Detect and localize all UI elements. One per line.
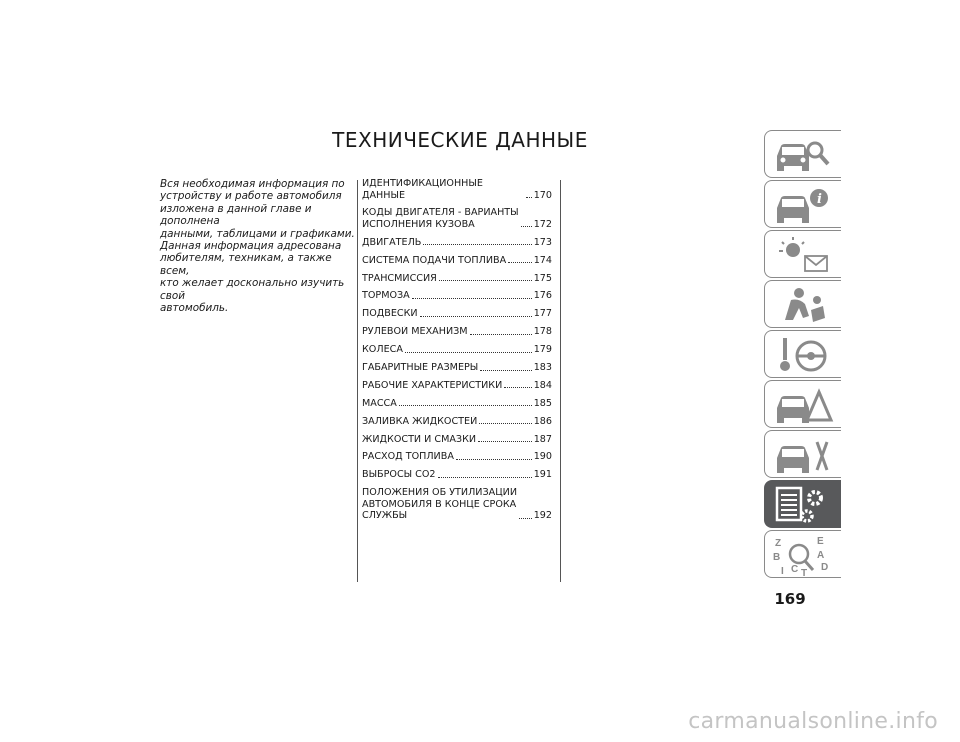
tab-car-info[interactable] bbox=[764, 180, 841, 228]
toc-leader-dots bbox=[412, 298, 532, 299]
toc-entry[interactable] bbox=[362, 344, 552, 356]
tab-technical-data[interactable] bbox=[764, 480, 841, 528]
toc-entry-page: 186 bbox=[533, 415, 552, 427]
toc-entry-label: РАСХОД ТОПЛИВА bbox=[362, 451, 454, 463]
toc-entry[interactable] bbox=[362, 308, 552, 320]
toc-leader-dots bbox=[420, 316, 532, 317]
car-info-icon bbox=[771, 184, 835, 226]
toc-entry-label: ТОРМОЗА bbox=[362, 290, 410, 302]
index-letter: Z bbox=[775, 538, 782, 549]
tab-alphabetical-index[interactable] bbox=[764, 530, 841, 578]
toc-entry-page: 191 bbox=[533, 469, 552, 481]
car-search-icon bbox=[771, 134, 835, 176]
toc-entry-label: ЗАЛИВКА ЖИДКОСТЕЙ bbox=[362, 415, 478, 427]
index-letter: B bbox=[773, 552, 781, 563]
toc-entry[interactable] bbox=[362, 237, 552, 249]
toc-entry-page: 184 bbox=[533, 379, 552, 391]
column-divider-right bbox=[560, 180, 561, 582]
toc-leader-dots bbox=[399, 405, 532, 406]
toc-entry-page: 192 bbox=[533, 510, 552, 522]
tab-maintenance[interactable] bbox=[764, 430, 841, 478]
toc-entry-page: 175 bbox=[533, 272, 552, 284]
toc-entry-page: 187 bbox=[533, 433, 552, 445]
key-steering-wheel-icon bbox=[771, 334, 835, 376]
car-warning-triangle-icon bbox=[771, 384, 835, 426]
toc-entry-page: 172 bbox=[533, 218, 552, 230]
tab-warning-lights[interactable] bbox=[764, 230, 841, 278]
column-divider-left bbox=[357, 180, 358, 582]
toc-entry[interactable] bbox=[362, 255, 552, 267]
toc-leader-dots bbox=[470, 334, 532, 335]
toc-entry-label: ПОДВЕСКИ bbox=[362, 308, 418, 320]
index-letter: C bbox=[791, 564, 799, 575]
toc-entry-page: 170 bbox=[533, 189, 552, 201]
toc-entry-label: РАБОЧИЕ ХАРАКТЕРИСТИКИ bbox=[362, 379, 503, 391]
tab-starting-driving[interactable] bbox=[764, 330, 841, 378]
toc-leader-dots bbox=[480, 370, 531, 371]
toc-entry-label: ИДЕНТИФИКАЦИОННЫЕ ДАННЫЕ bbox=[362, 178, 483, 201]
toc-entry[interactable] bbox=[362, 380, 552, 392]
watermark: carmanualsonline.info bbox=[688, 709, 938, 734]
toc-entry[interactable] bbox=[362, 469, 552, 481]
tab-safety[interactable] bbox=[764, 280, 841, 328]
toc-entry[interactable] bbox=[362, 273, 552, 285]
toc-leader-dots bbox=[438, 477, 532, 478]
toc-entry-label: РУЛЕВОЙ МЕХАНИЗМ bbox=[362, 326, 468, 338]
index-letter: T bbox=[801, 568, 808, 576]
toc-leader-dots bbox=[439, 280, 532, 281]
svg-text:i: i bbox=[817, 192, 822, 207]
toc-leader-dots bbox=[456, 459, 532, 460]
toc-entry-label: МАССА bbox=[362, 397, 397, 409]
toc-entry-label: СИСТЕМА ПОДАЧИ ТОПЛИВА bbox=[362, 254, 507, 266]
toc-entry-page: 174 bbox=[533, 254, 552, 266]
alphabet-index-icon bbox=[771, 534, 835, 576]
toc-entry-label: ВЫБРОСЫ CO2 bbox=[362, 469, 436, 481]
person-airbag-icon bbox=[771, 284, 835, 326]
toc-leader-dots bbox=[405, 352, 532, 353]
toc-leader-dots bbox=[504, 387, 531, 388]
toc-leader-dots bbox=[521, 226, 532, 227]
intro-text: Вся необходимая информация по устройству и работе автомобиля изложена в данной главе и дополнена данными, таблицами и графиками. Данная информация адресована любителям, техникам, а также всем, кто желает досконально изучить свой автомобиль. bbox=[160, 178, 355, 315]
toc-entry-page: 190 bbox=[533, 451, 552, 463]
toc-entry-page: 173 bbox=[533, 236, 552, 248]
toc-leader-dots bbox=[423, 244, 531, 245]
document-gears-icon bbox=[771, 484, 835, 526]
toc-entry[interactable] bbox=[362, 207, 552, 230]
toc-leader-dots bbox=[526, 197, 532, 198]
toc-entry[interactable] bbox=[362, 398, 552, 410]
index-letter: A bbox=[817, 550, 825, 561]
toc-entry[interactable] bbox=[362, 326, 552, 338]
toc-entry[interactable] bbox=[362, 290, 552, 302]
page-number: 169 bbox=[774, 590, 806, 608]
toc-entry-page: 177 bbox=[533, 308, 552, 320]
toc-entry[interactable] bbox=[362, 451, 552, 463]
toc-entry-label: ПОЛОЖЕНИЯ ОБ УТИЛИЗАЦИИ АВТОМОБИЛЯ В КОНЦЕ СРОКА СЛУЖБЫ bbox=[362, 487, 518, 522]
index-letter: I bbox=[781, 566, 784, 576]
toc-leader-dots bbox=[508, 262, 532, 263]
toc-entry-label: ДВИГАТЕЛЬ bbox=[362, 236, 422, 248]
toc-entry[interactable] bbox=[362, 178, 552, 201]
table-of-contents bbox=[362, 178, 552, 528]
index-letter: E bbox=[817, 536, 824, 547]
toc-entry-page: 179 bbox=[533, 344, 552, 356]
page-title: ТЕХНИЧЕСКИЕ ДАННЫЕ bbox=[332, 128, 588, 152]
index-letter: D bbox=[821, 562, 829, 573]
toc-leader-dots bbox=[519, 518, 532, 519]
tab-emergency[interactable] bbox=[764, 380, 841, 428]
toc-entry[interactable] bbox=[362, 416, 552, 428]
toc-entry[interactable] bbox=[362, 487, 552, 522]
toc-entry-label: ГАБАРИТНЫЕ РАЗМЕРЫ bbox=[362, 362, 479, 374]
toc-entry-page: 176 bbox=[533, 290, 552, 302]
toc-entry-label: ТРАНСМИССИЯ bbox=[362, 272, 437, 284]
toc-entry-page: 178 bbox=[533, 326, 552, 338]
toc-entry[interactable] bbox=[362, 434, 552, 446]
warning-light-message-icon bbox=[771, 234, 835, 276]
toc-entry-page: 183 bbox=[533, 362, 552, 374]
toc-entry-page: 185 bbox=[533, 397, 552, 409]
toc-leader-dots bbox=[478, 441, 532, 442]
car-wrench-icon bbox=[771, 434, 835, 476]
toc-entry-label: ЖИДКОСТИ И СМАЗКИ bbox=[362, 433, 477, 445]
toc-entry-label: КОЛЕСА bbox=[362, 344, 403, 356]
tab-car-search[interactable] bbox=[764, 130, 841, 178]
toc-entry-label: КОДЫ ДВИГАТЕЛЯ - ВАРИАНТЫ ИСПОЛНЕНИЯ КУЗОВА bbox=[362, 207, 519, 230]
toc-entry[interactable] bbox=[362, 362, 552, 374]
toc-leader-dots bbox=[479, 423, 531, 424]
